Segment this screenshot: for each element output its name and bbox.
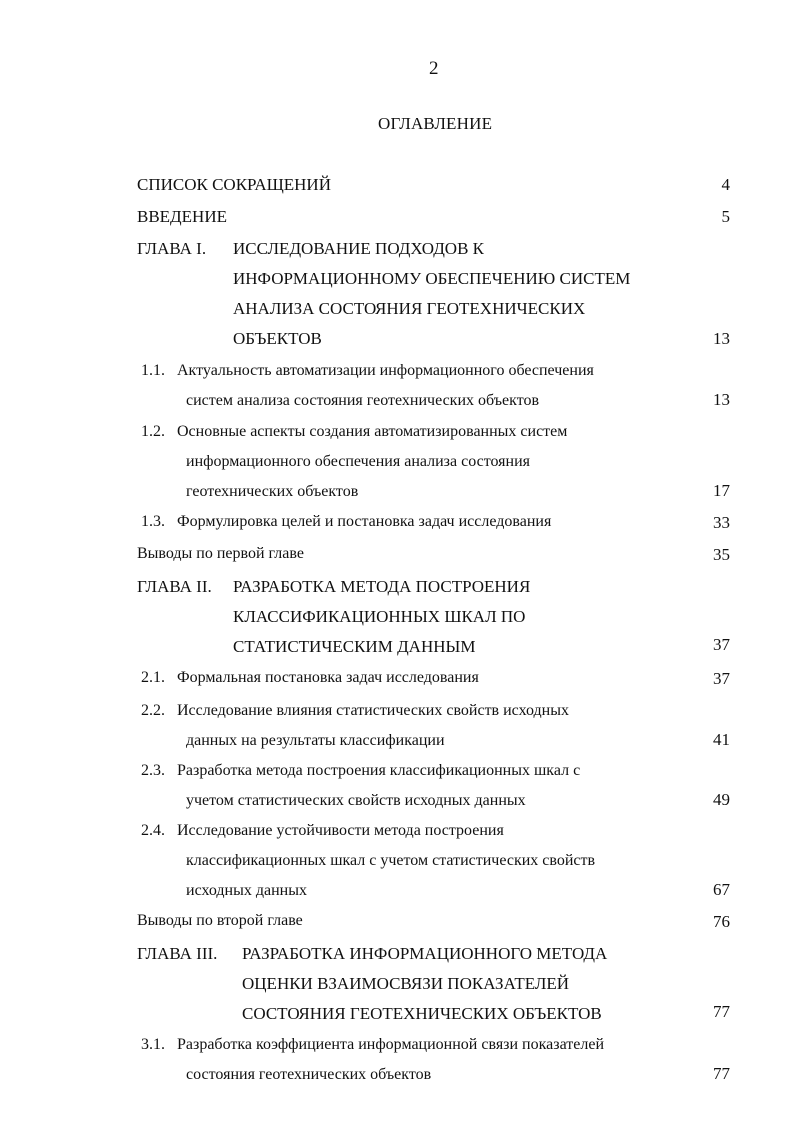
chapter3-title-line[interactable]: СОСТОЯНИЯ ГЕОТЕХНИЧЕСКИХ ОБЪЕКТОВ bbox=[242, 1004, 602, 1023]
chapter3-prefix: ГЛАВА III. bbox=[137, 944, 218, 963]
section-title-line[interactable]: геотехнических объектов bbox=[186, 483, 359, 500]
chapter1-title-line[interactable]: АНАЛИЗА СОСТОЯНИЯ ГЕОТЕХНИЧЕСКИХ bbox=[233, 299, 586, 318]
chapter2-title-line[interactable]: КЛАССИФИКАЦИОННЫХ ШКАЛ ПО bbox=[233, 607, 526, 626]
section-title-line[interactable]: данных на результаты классификации bbox=[186, 732, 445, 749]
toc-entry-conclusions-1[interactable]: Выводы по первой главе bbox=[137, 545, 304, 562]
section-title-line[interactable]: Разработка метода построения классификационных шкал с bbox=[177, 762, 581, 779]
toc-page-s2-3: 49 bbox=[713, 790, 730, 809]
toc-page-introduction: 5 bbox=[721, 207, 730, 226]
section-title-line[interactable]: Разработка коэффициента информационной связи показателей bbox=[177, 1036, 604, 1053]
section-title-line[interactable]: классификационных шкал с учетом статистических свойств bbox=[186, 852, 596, 869]
section-title-line[interactable]: информационного обеспечения анализа состояния bbox=[186, 453, 531, 470]
section-title-line[interactable]: Формальная постановка задач исследования bbox=[177, 669, 479, 686]
section-number: 2.1. bbox=[141, 669, 165, 686]
section-title-line[interactable]: Актуальность автоматизации информационного обеспечения bbox=[177, 362, 594, 379]
toc-page-s1-1: 13 bbox=[713, 390, 730, 409]
toc-entry-conclusions-2[interactable]: Выводы по второй главе bbox=[137, 912, 303, 929]
chapter2-title-line[interactable]: РАЗРАБОТКА МЕТОДА ПОСТРОЕНИЯ bbox=[233, 577, 531, 596]
chapter1-title-line[interactable]: ОБЪЕКТОВ bbox=[233, 329, 322, 348]
section-title-line[interactable]: учетом статистических свойств исходных данных bbox=[186, 792, 526, 809]
chapter2-prefix: ГЛАВА II. bbox=[137, 577, 212, 596]
chapter2-title-line[interactable]: СТАТИСТИЧЕСКИМ ДАННЫМ bbox=[233, 637, 476, 656]
section-title-line[interactable]: систем анализа состояния геотехнических объектов bbox=[186, 392, 540, 409]
toc-page-conclusions-1: 35 bbox=[713, 545, 730, 564]
toc-page-chapter1: 13 bbox=[713, 329, 730, 348]
section-title-line[interactable]: Исследование устойчивости метода построения bbox=[177, 822, 504, 839]
toc-page-abbreviations: 4 bbox=[721, 175, 730, 194]
chapter3-title-line[interactable]: РАЗРАБОТКА ИНФОРМАЦИОННОГО МЕТОДА bbox=[242, 944, 608, 963]
chapter1-title-line[interactable]: ИНФОРМАЦИОННОМУ ОБЕСПЕЧЕНИЮ СИСТЕМ bbox=[233, 269, 631, 288]
toc-page-chapter2: 37 bbox=[713, 635, 730, 654]
page-number: 2 bbox=[429, 58, 439, 79]
toc-page-s3-1: 77 bbox=[713, 1064, 730, 1083]
section-title-line[interactable]: Основные аспекты создания автоматизированных систем bbox=[177, 423, 568, 440]
section-title-line[interactable]: состояния геотехнических объектов bbox=[186, 1066, 432, 1083]
section-title-line[interactable]: исходных данных bbox=[186, 882, 307, 899]
section-number: 3.1. bbox=[141, 1036, 165, 1053]
section-number: 1.3. bbox=[141, 513, 165, 530]
section-number: 2.2. bbox=[141, 702, 165, 719]
toc-title: ОГЛАВЛЕНИЕ bbox=[378, 114, 493, 133]
chapter1-prefix: ГЛАВА I. bbox=[137, 239, 207, 258]
section-number: 2.3. bbox=[141, 762, 165, 779]
chapter3-title-line[interactable]: ОЦЕНКИ ВЗАИМОСВЯЗИ ПОКАЗАТЕЛЕЙ bbox=[242, 974, 570, 993]
section-number: 1.2. bbox=[141, 423, 165, 440]
section-number: 2.4. bbox=[141, 822, 165, 839]
toc-page-s1-2: 17 bbox=[713, 481, 730, 500]
section-title-line[interactable]: Формулировка целей и постановка задач исследования bbox=[177, 513, 552, 530]
toc-page-chapter3: 77 bbox=[713, 1002, 730, 1021]
chapter1-title-line[interactable]: ИССЛЕДОВАНИЕ ПОДХОДОВ К bbox=[233, 239, 484, 258]
toc-page-conclusions-2: 76 bbox=[713, 912, 730, 931]
toc-page-s1-3: 33 bbox=[713, 513, 730, 532]
toc-page-s2-1: 37 bbox=[713, 669, 730, 688]
toc-entry-introduction[interactable]: ВВЕДЕНИЕ bbox=[137, 207, 227, 226]
toc-page-s2-2: 41 bbox=[713, 730, 730, 749]
toc-page-s2-4: 67 bbox=[713, 880, 730, 899]
toc-entry-abbreviations[interactable]: СПИСОК СОКРАЩЕНИЙ bbox=[137, 175, 331, 194]
section-title-line[interactable]: Исследование влияния статистических свойств исходных bbox=[177, 702, 569, 719]
section-number: 1.1. bbox=[141, 362, 165, 379]
